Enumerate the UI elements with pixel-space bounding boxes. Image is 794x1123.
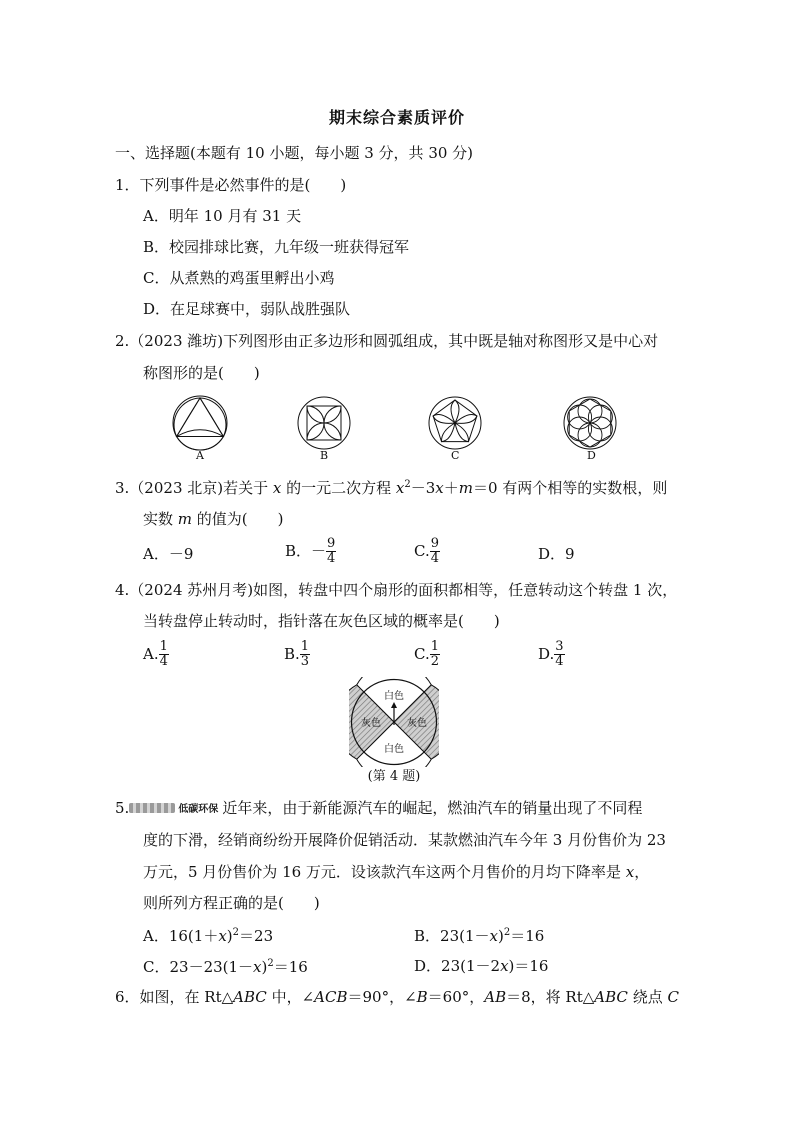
q6-mid5: 绕点 bbox=[627, 988, 668, 1006]
q2-label-c: C bbox=[451, 449, 460, 462]
q3-eq-sup: 2 bbox=[404, 479, 411, 490]
q3-option-c bbox=[414, 537, 440, 565]
q3-mid: 的一元二次方程 bbox=[281, 479, 396, 497]
q2-label-d: D bbox=[587, 449, 596, 462]
tag-label: 低碳环保 bbox=[178, 804, 219, 815]
q4-option-a-fraction bbox=[159, 640, 169, 668]
q6-abc: ABC bbox=[233, 988, 267, 1006]
opt-x: x bbox=[489, 927, 498, 945]
q3-eq-m: m bbox=[458, 479, 473, 497]
q6-abc2: ABC bbox=[594, 988, 628, 1006]
fraction-denominator: 4 bbox=[555, 653, 564, 669]
q3-option-b-fraction bbox=[326, 537, 336, 565]
tag-decoration bbox=[129, 803, 175, 813]
opt-pre: A．16(1＋ bbox=[143, 927, 219, 945]
q5-line3-a: 万元，5 月份售价为 16 万元．设该款汽车这两个月售价的月均下降率是 bbox=[143, 863, 626, 881]
fraction-numerator: 1 bbox=[430, 639, 439, 654]
q2-label-a: A bbox=[196, 449, 204, 462]
q3-option-a: A．－9 bbox=[143, 545, 194, 563]
opt-sup: 2 bbox=[232, 927, 240, 938]
q6-ab: AB bbox=[484, 988, 507, 1006]
q3-option-c-label: C. bbox=[414, 541, 430, 560]
q4-stem-line2: 当转盘停止转动时，指针落在灰色区域的概率是( ) bbox=[143, 612, 500, 630]
opt-end: ＝16 bbox=[510, 927, 545, 945]
q3-option-b bbox=[285, 537, 336, 565]
page-title: 期末综合素质评价 bbox=[328, 108, 465, 127]
q3-prefix: 3.（2023 北京)若关于 bbox=[115, 479, 273, 497]
q3-line2-a: 实数 bbox=[143, 510, 178, 528]
q4-option-d-label: D. bbox=[538, 644, 555, 663]
q4-option-a-label: A. bbox=[143, 644, 159, 663]
opt-pre: B．23(1－ bbox=[414, 927, 490, 945]
opt-sup: 2 bbox=[267, 958, 274, 969]
fraction-numerator: 1 bbox=[300, 639, 310, 654]
fraction-denominator: 4 bbox=[159, 653, 168, 669]
q1-option-c: C．从煮熟的鸡蛋里孵出小鸡 bbox=[143, 269, 335, 287]
q6-mid3: ＝60°， bbox=[427, 988, 485, 1006]
opt-end: ＝16 bbox=[273, 958, 308, 976]
q3-eq-x2: x bbox=[435, 479, 444, 497]
opt-x: x bbox=[218, 927, 227, 945]
section-heading: 一、选择题(本题有 10 小题，每小题 3 分，共 30 分) bbox=[115, 144, 474, 162]
q3-eq-plus: ＋ bbox=[443, 479, 459, 497]
fraction-numerator: 9 bbox=[327, 536, 336, 551]
q6-mid1: 中，∠ bbox=[266, 988, 315, 1006]
q4-option-a bbox=[143, 640, 169, 668]
q5-option-d bbox=[414, 959, 548, 974]
fraction-denominator: 4 bbox=[327, 550, 336, 566]
q2-stem-line1: 2.（2023 潍坊)下列图形由正多边形和圆弧组成，其中既是轴对称图形又是中心对 bbox=[115, 332, 659, 350]
spinner-label-bottom: 白色 bbox=[384, 744, 404, 755]
q5-line3-x: x bbox=[625, 863, 635, 881]
q4-figure-caption: (第 4 题) bbox=[367, 769, 421, 784]
opt-post: ) bbox=[261, 958, 268, 976]
opt-end: ＝23 bbox=[239, 927, 274, 945]
spinner-label-top: 白色 bbox=[384, 691, 404, 702]
q3-stem-line1 bbox=[115, 480, 667, 496]
fraction-numerator: 9 bbox=[430, 536, 439, 551]
q3-line2-b: 的值为( ) bbox=[192, 510, 284, 528]
q4-stem-line1: 4.（2024 苏州月考)如图，转盘中四个扇形的面积都相等，任意转动这个转盘 1 次， bbox=[115, 581, 678, 599]
q5-stem-line1 bbox=[115, 801, 642, 816]
opt-post: ) bbox=[497, 927, 504, 945]
q3-stem-line2 bbox=[143, 512, 284, 527]
q3-option-b-label: B．－ bbox=[285, 541, 327, 560]
spinner-label-left: 灰色 bbox=[361, 718, 381, 729]
q4-option-b-fraction bbox=[300, 640, 310, 668]
q3-eq-x: x bbox=[395, 479, 405, 497]
q2-label-b: B bbox=[320, 449, 329, 462]
q5-number: 5. bbox=[115, 799, 130, 817]
q6-mid2: ＝90°，∠ bbox=[347, 988, 417, 1006]
opt-x: x bbox=[500, 957, 509, 975]
q3-eq-part2: ＝0 有两个相等的实数根，则 bbox=[473, 479, 668, 497]
q5-option-c bbox=[143, 959, 308, 975]
q4-spinner-figure bbox=[349, 677, 439, 767]
q6-stem-line1 bbox=[115, 990, 679, 1005]
q6-c: C bbox=[667, 988, 679, 1006]
q6-mid4: ＝8，将 Rt△ bbox=[506, 988, 595, 1006]
spinner-label-right: 灰色 bbox=[407, 718, 427, 729]
q1-stem: 1．下列事件是必然事件的是( ) bbox=[115, 176, 347, 194]
q5-line1-text: 近年来，由于新能源汽车的崛起，燃油汽车的销量出现了不同程 bbox=[222, 799, 643, 817]
fraction-denominator: 3 bbox=[300, 653, 310, 669]
q5-line3-b: ， bbox=[634, 863, 650, 881]
q5-stem-line3 bbox=[143, 865, 649, 880]
fraction-numerator: 3 bbox=[555, 639, 564, 654]
opt-pre: D．23(1－2 bbox=[414, 957, 501, 975]
q6-b: B bbox=[416, 988, 428, 1006]
q4-option-c-label: C. bbox=[414, 644, 430, 663]
q4-option-b-label: B. bbox=[284, 644, 300, 663]
q5-option-a bbox=[143, 928, 273, 944]
opt-sup: 2 bbox=[503, 927, 511, 938]
q4-option-c-fraction bbox=[430, 640, 440, 668]
q1-option-a: A．明年 10 月有 31 天 bbox=[143, 207, 302, 225]
fraction-numerator: 1 bbox=[159, 639, 168, 654]
q6-acb: ACB bbox=[314, 988, 348, 1006]
q4-option-b bbox=[284, 640, 310, 668]
q5-stem-line2: 度的下滑，经销商纷纷开展降价促销活动．某款燃油汽车今年 3 月份售价为 23 bbox=[143, 831, 666, 849]
q1-option-d: D．在足球赛中，弱队战胜强队 bbox=[143, 300, 351, 318]
q3-option-d: D．9 bbox=[538, 545, 575, 563]
opt-pre: C．23－23(1－ bbox=[143, 958, 254, 976]
q3-eq-part1: －3 bbox=[410, 479, 436, 497]
q4-option-d-fraction bbox=[554, 640, 564, 668]
q6-pre: 6．如图，在 Rt△ bbox=[115, 988, 234, 1006]
q1-option-b: B．校园排球比赛，九年级一班获得冠军 bbox=[143, 238, 410, 256]
q5-stem-line4: 则所列方程正确的是( ) bbox=[143, 894, 320, 912]
q5-option-b bbox=[414, 928, 544, 944]
fraction-denominator: 4 bbox=[430, 550, 439, 566]
opt-end: )＝16 bbox=[508, 957, 549, 975]
q3-line2-m: m bbox=[177, 510, 193, 528]
opt-post: ) bbox=[226, 927, 233, 945]
q5-topic-tag bbox=[129, 803, 218, 815]
q4-option-d bbox=[538, 640, 565, 668]
q4-option-c bbox=[414, 640, 440, 668]
opt-x: x bbox=[253, 958, 262, 976]
q3-var-x: x bbox=[272, 479, 282, 497]
q2-stem-line2: 称图形的是( ) bbox=[143, 364, 260, 382]
q3-option-c-fraction bbox=[430, 537, 440, 565]
fraction-denominator: 2 bbox=[430, 653, 439, 669]
